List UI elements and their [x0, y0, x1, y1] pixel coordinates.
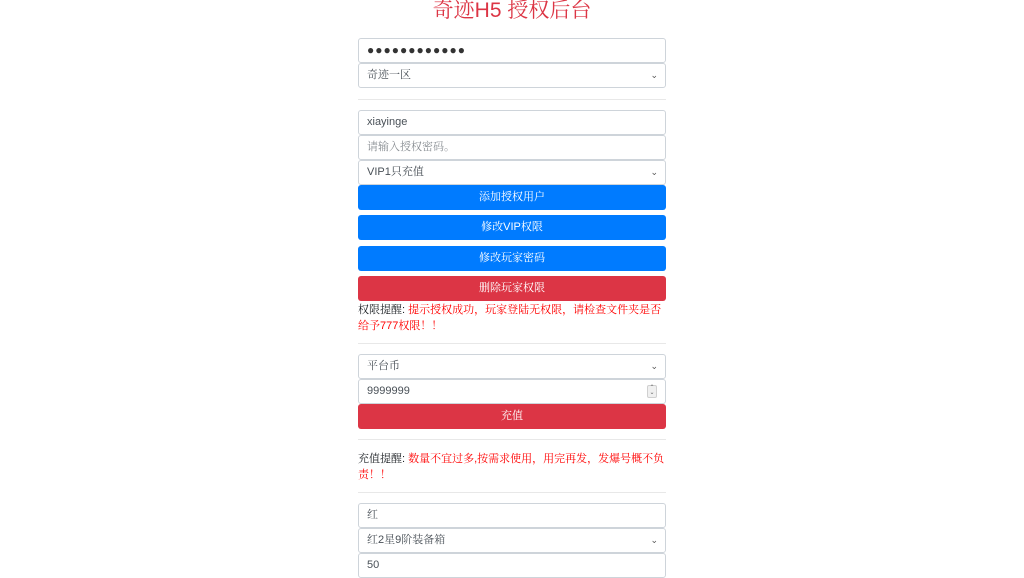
permission-note-text: 提示授权成功，玩家登陆无权限，请检查文件夹是否给予777权限！！: [358, 304, 662, 332]
divider: [358, 99, 666, 100]
vip-select-value: VIP1只充值: [367, 166, 424, 178]
chevron-down-icon: ⌄: [650, 361, 658, 371]
permission-note: [358, 302, 666, 334]
number-spinner-icon[interactable]: ⌃ ⌄: [647, 385, 657, 398]
vip-select[interactable]: [358, 160, 666, 185]
modify-vip-button[interactable]: 修改VIP权限: [358, 215, 666, 240]
username-input[interactable]: xiayinge: [358, 110, 666, 135]
password-input[interactable]: ●●●●●●●●●●●●: [358, 38, 666, 63]
recharge-note: [358, 451, 666, 483]
chevron-down-icon: ⌄: [650, 167, 658, 177]
divider: [358, 492, 666, 493]
chevron-down-icon: ⌄: [650, 535, 658, 545]
currency-select[interactable]: [358, 354, 666, 379]
item-select-value: 红2星9阶装备箱: [367, 534, 446, 546]
currency-select-value: 平台币: [367, 360, 400, 372]
divider: [358, 439, 666, 440]
amount-value: 9999999: [367, 385, 410, 397]
auth-password-input[interactable]: 请输入授权密码。: [358, 135, 666, 160]
recharge-button[interactable]: 充值: [358, 404, 666, 429]
chevron-down-icon: ⌄: [650, 70, 658, 80]
delete-permission-button[interactable]: 删除玩家权限: [358, 276, 666, 301]
divider: [358, 343, 666, 344]
recharge-note-text: 数量不宜过多,按需求使用，用完再发，发爆号概不负责！！: [358, 453, 665, 481]
recharge-note-label: 充值提醒:: [358, 453, 406, 465]
modify-password-button[interactable]: 修改玩家密码: [358, 246, 666, 271]
auth-panel: [358, 0, 666, 571]
server-select-value: 奇迹一区: [367, 69, 411, 81]
page-title: 奇迹H5 授权后台: [432, 0, 592, 22]
permission-note-label: 权限提醒:: [358, 304, 406, 316]
item-search-input[interactable]: 红: [358, 503, 666, 528]
server-select[interactable]: [358, 63, 666, 88]
item-select[interactable]: [358, 528, 666, 553]
quantity-input[interactable]: 50: [358, 553, 666, 578]
amount-input[interactable]: [358, 379, 666, 404]
add-user-button[interactable]: 添加授权用户: [358, 185, 666, 210]
